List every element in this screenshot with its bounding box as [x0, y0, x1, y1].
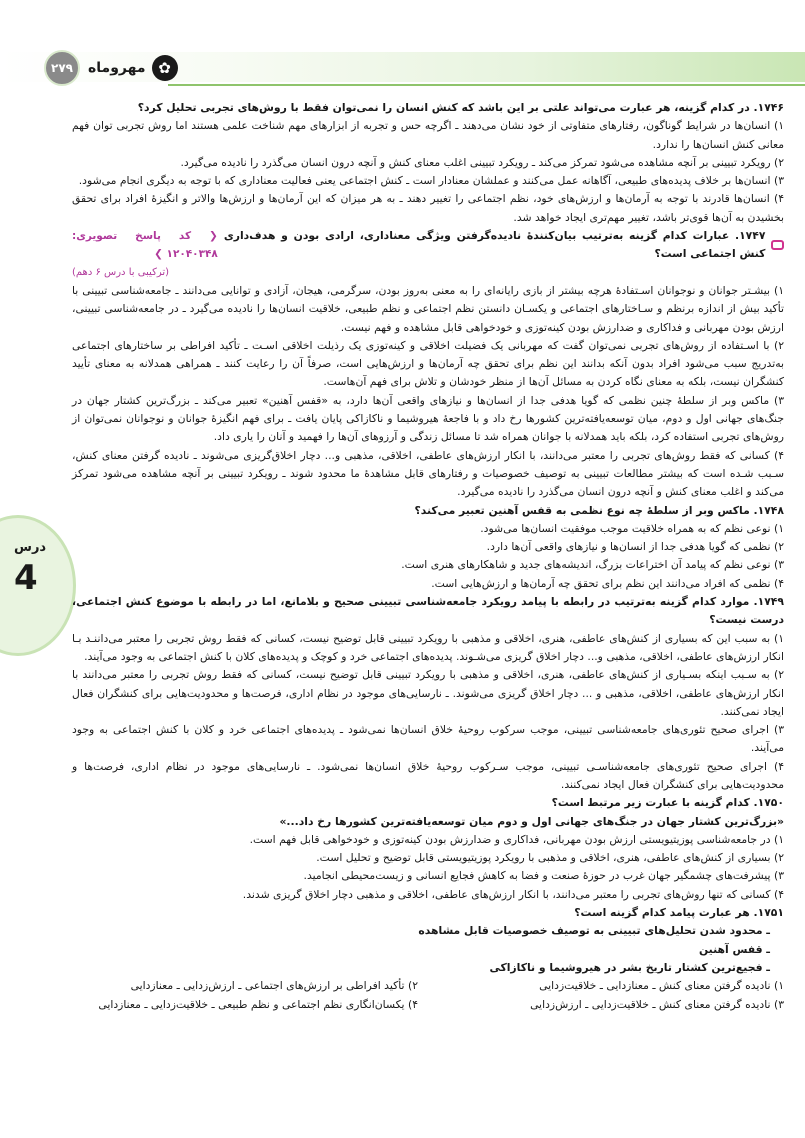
question-1751: [72, 904, 784, 1014]
answer-code: کد پاسخ تصویری: ۱۲۰۴۰۳۴۸: [72, 230, 218, 261]
question-1746: [72, 99, 784, 227]
question-quote: «بزرگ‌ترین کشتار جهان در جنگ‌های جهانی اول و دوم میان توسعه‌یافته‌ترین کشورها رخ داد...»: [279, 814, 784, 828]
statement-2: ـ قفس آهنین: [698, 942, 770, 956]
options-grid: [72, 977, 784, 1014]
page-header: [44, 50, 194, 86]
option-1: ۱) به سبب این که بسیاری از کنش‌های عاطفی، هنری، اخلاقی و مذهبی با رویکرد تبیینی قابل توضیح نیست، کسانی که فقط روش تجربی را معتبر می‌داننـد بـا انکار ارزش‌های عاطفی، اخلاقی، مذهبی و... دچار اخلاق گریزی می‌شـوند. پدیده‌های اجتماعی خرد و کوچک و پدیده‌های کلان با کنش اجتماعی به وجود می‌آیند.: [72, 631, 784, 663]
combined-lesson-tag: (ترکیبی با درس ۶ دهم): [72, 266, 170, 278]
option-4: ۴) نظمی که افراد می‌دانند این نظم برای تحقق چه آرمان‌ها و ارزش‌هایی است.: [431, 576, 784, 590]
question-text: ۱۷۴۷. عبارات کدام گزینه به‌ترتیب بیان‌کنندهٔ نادیده‌گرفتن ویژگی معناداری، ارادی بودن و هدف‌داری کنش اجتماعی است؟: [223, 229, 766, 261]
statement-3: ـ فجیع‌ترین کشتار تاریخ بشر در هیروشیما و ناکازاکی: [489, 960, 770, 974]
option-4: ۴) کسانی که فقط روش‌های تجربی را معتبر می‌دانند، با انکار ارزش‌های عاطفی، اخلاقی، مذهبی و... دچار اخلاق‌گریزی می‌شوند ـ نادیده گرفتن معنای کنش، سـبب شـده است که بیشتر مطالعات تبیینی به توصیف خصوصیات و رفتارهای قابل مشاهدهٔ ما محدود شوند ـ رویکرد تبیینی بر آنچه مشاهده می‌شود تمرکز می‌کند و اغلب معنای کنش و آنچه درون انسان می‌گذرد را نادیده می‌گیرد.: [72, 448, 784, 499]
option-1: ۱) نوعی نظم که به همراه خلاقیت موجب موفقیت انسان‌ها می‌شود.: [480, 521, 784, 535]
question-text: ۱۷۴۹. موارد کدام گزینه به‌ترتیب در رابطه با پیامد رویکرد جامعه‌شناسی تبیینی صحیح و بلامانع، اما در رابطه با موضوع کنش اجتماعی، درست نیست؟: [72, 595, 784, 627]
option-3: ۳) ماکس وبر از سلطهٔ چنین نظمی که گویا هدفی جدا از انسان‌ها و نیازهای واقعی آن‌ها دارد، به «قفس آهنین» تعبیر می‌کند ـ بزرگ‌ترین کشتار جهان در جنگ‌های جهانی اول و دوم، میان توسعه‌یافته‌ترین کشورها رخ داد و با فاجعهٔ هیروشیما و ناکازاکی پایان یافت ـ برای فهم انگیزهٔ جوانان و نوجوانان نمی‌توان از روش‌های تجربی استفاده کرد، بلکه باید همدلانه با جوانان همراه شد تا مسائل زندگی و آرزوهای آن‌ها را فهمید و آنان را یاری داد.: [72, 393, 784, 444]
question-header: [72, 227, 784, 264]
question-text: ۱۷۵۰. کدام گزینه با عبارت زیر مرتبط است؟: [551, 796, 784, 810]
butterfly-icon: ✿: [152, 55, 178, 81]
page-number: ۲۷۹: [44, 50, 80, 86]
option-4: ۴) انسان‌ها قادرند با توجه به آرمان‌ها و ارزش‌های خود، نظم اجتماعی را تغییر دهند ـ به هر میزان که این آرمان‌ها و ارزش‌ها والاتر و انگیزهٔ افراد برای تحقق بخشیدن به آن‌ها قوی‌تر باشد، تغییر مهم‌تری ایجاد خواهد شد.: [72, 192, 784, 224]
question-1750: [72, 794, 784, 904]
option-2: ۲) بسیاری از کنش‌های عاطفی، هنری، اخلاقی و مذهبی با رویکرد پوزیتیویستی قابل توضیح و تحلیل است.: [316, 851, 784, 865]
question-text: ۱۷۴۸. ماکس وبر از سلطهٔ چه نوع نظمی به قفس آهنین تعبیر می‌کند؟: [414, 503, 784, 517]
option-4: ۴) اجرای صحیح تئوری‌های جامعه‌شناسـی تبیینی، موجب سـرکوب روحیهٔ خلاق انسان‌ها نمی‌شود. ـ نارسایی‌های موجود در نظام اداری، فرصت‌ها و محدودیت‌هایی برای کنشگران فعال ایجاد نمی‌کنند.: [72, 759, 784, 791]
lesson-number: 4: [14, 558, 38, 598]
question-1749: [72, 593, 784, 794]
option-1: ۱) نادیده گرفتن معنای کنش ـ معنازدایی ـ خلاقیت‌زدایی: [539, 979, 784, 993]
option-2: ۲) به سـبب اینکه بسـیاری از کنش‌های عاطفی، هنری، اخلاقی و مذهبی با رویکرد تبیینی قابل توضیح نیست، کسانی که فقط روش تجربی را معتبر می‌دانند با انکار ارزش‌های عاطفی، اخلاقی، مذهبی و ... دچار اخلاق گریزی می‌شوند. ـ نارسایی‌های موجود در نظام اداری، فرصت‌ها و محدودیت‌هایی برای کنشگران فعال ایجاد نمی‌کنند.: [72, 668, 784, 718]
brand-name: مهروماه: [88, 60, 146, 76]
question-1747: [72, 227, 784, 501]
option-2: ۲) رویکرد تبیینی بر آنچه مشاهده می‌شود تمرکز می‌کند ـ رویکرد تبیینی اغلب معنای کنش و آنچه درون انسان می‌گذرد را نادیده می‌گیرد.: [180, 155, 784, 169]
option-4: ۴) یکسان‌انگاری نظم اجتماعی و نظم طبیعی ـ خلاقیت‌زدایی ـ معنازدایی: [98, 997, 418, 1011]
statement-1: ـ محدود شدن تحلیل‌های تبیینی به توصیف خصوصیات قابل مشاهده: [418, 924, 770, 938]
answer-code-tag[interactable]: ❮ کد پاسخ تصویری: ۱۲۰۴۰۳۴۸ ❯: [72, 230, 218, 261]
option-2: ۲) با اسـتفاده از روش‌های تجربی نمی‌توان گفت که مهربانی یک فضیلت اخلاقی و کینه‌توزی یک رذیلت اخلاقی اسـت ـ تأکید افراطی بر ساختارهای اجتماعی به‌تدریج سبب می‌شود افراد بدون آنکه بدانند این نظم برای تحقق چه آرمان‌ها و ارزش‌هایی است، صرفاً آن را رعایت کنند ـ همراهی همدلانه به معنای تأیید کنشگران نیست، بلکه به معنای نگاه کردن به مسائل آن‌ها از منظر خودشان و تلاش برای فهم آن‌هاست.: [72, 338, 784, 389]
option-3: ۳) نادیده گرفتن معنای کنش ـ خلاقیت‌زدایی ـ ارزش‌زدایی: [530, 997, 784, 1011]
question-text: ۱۷۴۶. در کدام گزینه، هر عبارت می‌تواند علتی بر این باشد که کنش انسان را نمی‌توان فقط با روش‌های تجربی تحلیل کرد؟: [137, 101, 784, 114]
page-content: [72, 99, 784, 1014]
option-2: ۲) نظمی که گویا هدفی جدا از انسان‌ها و نیازهای واقعی آن‌ها دارد.: [486, 540, 784, 554]
option-2: ۲) تأکید افراطی بر ارزش‌های اجتماعی ـ ارزش‌زدایی ـ معنازدایی: [130, 979, 418, 993]
option-1: ۱) انسان‌ها در شرایط گوناگون، رفتارهای متفاوتی از خود نشان می‌دهند ـ اگرچه حس و تجربه از ابزارهای مهم شناخت علمی هستند اما روش تجربی توان فهم معانی کنش انسان‌ها را ندارد.: [72, 119, 784, 151]
question-1748: [72, 502, 784, 593]
option-3: ۳) اجرای صحیح تئوری‌های جامعه‌شناسی تبیینی، موجب سرکوب روحیهٔ خلاق انسان‌ها نمی‌شود ـ پدیده‌های اجتماعی خرد و کلان با کنش اجتماعی به وجود می‌آیند.: [72, 723, 784, 755]
option-3: ۳) نوعی نظم که پیامد آن اختراعات بزرگ، اندیشه‌های جدید و شاهکارهای هنری است.: [401, 558, 784, 572]
question-text: ۱۷۵۱. هر عبارت پیامد کدام گزینه است؟: [574, 906, 784, 920]
option-3: ۳) انسان‌ها بر خلاف پدیده‌های طبیعی، آگاهانه عمل می‌کنند و عملشان معنادار است ـ کنش اجتماعی یعنی فعالیت معناداری که با توجه به دیگری انجام می‌شود.: [78, 174, 784, 188]
header-divider: [168, 84, 805, 86]
video-icon[interactable]: [771, 240, 784, 250]
option-1: ۱) در جامعه‌شناسی پوزیتیویستی ارزش بودن مهربانی، فداکاری و ضدارزش بودن کینه‌توزی و خودخواهی قابل فهم است.: [249, 832, 784, 846]
option-4: ۴) کسانی که تنها روش‌های تجربی را معتبر می‌دانند، با انکار ارزش‌های عاطفی، اخلاقی و مذهبی دچار اخلاق گریزی شدند.: [242, 887, 784, 901]
lesson-tab: [0, 515, 76, 656]
option-1: ۱) بیشـتر جوانان و نوجوانان اسـتفادهٔ هرچه بیشتر از بازی رایانه‌ای را به معنی به‌روز بودن، سرگرمی، هیجان، آزادی و توانایی می‌دانند ـ جامعه‌شناسی تبیینی با تأکید بیش از اندازه برنظم و سـاختارهای اجتماعی و یکسـان دانستن نظم اجتماعی و نظم طبیعی، خلاقیت انسان‌ها را نادیده می‌گیرد ـ در جامعه‌شناسی تبیینی، ارزش بودن مهربانی و فداکاری و ضدارزش بودن کینه‌توزی و خودخواهی قابل مشاهده و فهم نیست.: [72, 283, 784, 334]
option-3: ۳) پیشرفت‌های چشمگیر جهان غرب در حوزهٔ صنعت و فضا به کاهش فجایع انسانی و زیست‌محیطی انجامید.: [303, 869, 784, 883]
lesson-label: درس: [14, 540, 47, 555]
